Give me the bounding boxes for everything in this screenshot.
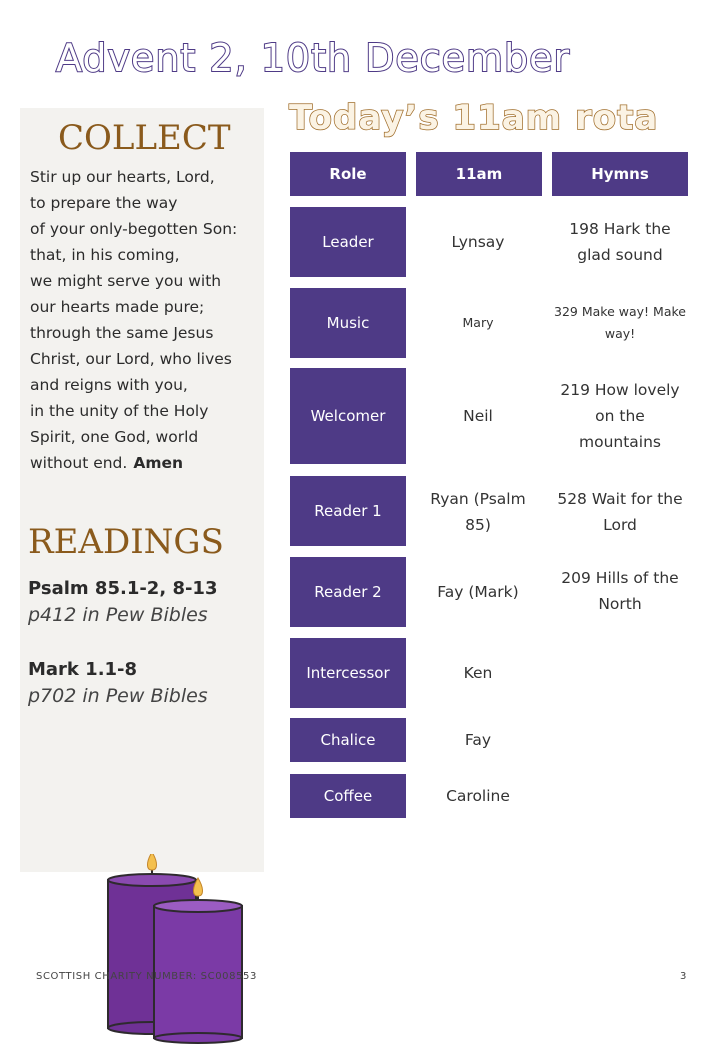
hymn-text: 209 Hills of the North xyxy=(561,569,679,613)
collect-line: our hearts made pure; xyxy=(30,298,205,316)
rota-row-coffee xyxy=(290,774,710,818)
role-label: Intercessor xyxy=(290,638,406,708)
front-candle xyxy=(154,878,242,1043)
advent-candles-illustration xyxy=(106,854,266,1044)
collect-line: to prepare the way xyxy=(30,194,178,212)
person-name: Lynsay xyxy=(451,233,505,251)
reading-item xyxy=(28,659,208,707)
collect-text xyxy=(30,164,264,476)
time-column-header: 11am xyxy=(416,152,542,196)
readings-heading: READINGS xyxy=(28,522,224,562)
rota-row-intercessor xyxy=(290,638,710,708)
rota-row-leader xyxy=(290,207,710,277)
collect-line-last xyxy=(30,450,264,476)
role-label: Chalice xyxy=(290,718,406,762)
person-name: Ken xyxy=(463,664,493,682)
person-name: Ryan (Psalm 85) xyxy=(430,490,526,534)
collect-line: Christ, our Lord, who lives xyxy=(30,350,232,368)
charity-number: SCOTTISH CHARITY NUMBER: SC008553 xyxy=(36,971,257,982)
collect-line: we might serve you with xyxy=(30,272,222,290)
person-name: Caroline xyxy=(446,787,510,805)
collect-line: in the unity of the Holy xyxy=(30,402,209,420)
rota-row-chalice xyxy=(290,718,710,762)
collect-line: that, in his coming, xyxy=(30,246,180,264)
amen-text: Amen xyxy=(133,454,184,472)
hymn-text: 528 Wait for the Lord xyxy=(557,490,683,534)
collect-line: through the same Jesus xyxy=(30,324,214,342)
role-label: Reader 1 xyxy=(290,476,406,546)
role-label: Music xyxy=(290,288,406,358)
hymn-text: 219 How lovely on the mountains xyxy=(560,381,680,451)
rota-row-welcomer xyxy=(290,368,710,464)
reading-reference: Mark 1.1-8 xyxy=(28,659,138,680)
hymn-text xyxy=(552,774,688,818)
person-name: Mary xyxy=(462,315,494,330)
reading-reference: Psalm 85.1-2, 8-13 xyxy=(28,578,218,599)
person-name: Neil xyxy=(463,407,493,425)
hymns-column-header: Hymns xyxy=(552,152,688,196)
role-label: Leader xyxy=(290,207,406,277)
collect-heading: COLLECT xyxy=(58,118,231,158)
rota-title: Today’s 11am rota xyxy=(289,98,659,138)
role-label: Coffee xyxy=(290,774,406,818)
collect-readings-panel xyxy=(20,108,264,872)
rota-row-music xyxy=(290,288,710,358)
reading-page: p412 in Pew Bibles xyxy=(28,604,208,626)
reading-item xyxy=(28,578,217,626)
hymn-text xyxy=(552,638,688,708)
collect-line: Stir up our hearts, Lord, xyxy=(30,168,215,186)
reading-page: p702 in Pew Bibles xyxy=(28,685,208,707)
rota-row-reader-1 xyxy=(290,476,710,546)
page-title: Advent 2, 10th December xyxy=(56,36,571,80)
hymn-text xyxy=(552,718,688,762)
hymn-text: 329 Make way! Make way! xyxy=(554,304,686,341)
role-label: Welcomer xyxy=(290,368,406,464)
collect-line: Spirit, one God, world xyxy=(30,428,199,446)
hymn-text: 198 Hark the glad sound xyxy=(569,220,671,264)
role-column-header: Role xyxy=(290,152,406,196)
person-name: Fay (Mark) xyxy=(437,583,519,601)
rota-row-reader-2 xyxy=(290,557,710,627)
role-label: Reader 2 xyxy=(290,557,406,627)
collect-line: and reigns with you, xyxy=(30,376,188,394)
page-number: 3 xyxy=(680,971,687,982)
collect-line: of your only-begotten Son: xyxy=(30,220,238,238)
person-name: Fay xyxy=(464,731,492,749)
collect-line-text: without end. xyxy=(30,454,128,472)
